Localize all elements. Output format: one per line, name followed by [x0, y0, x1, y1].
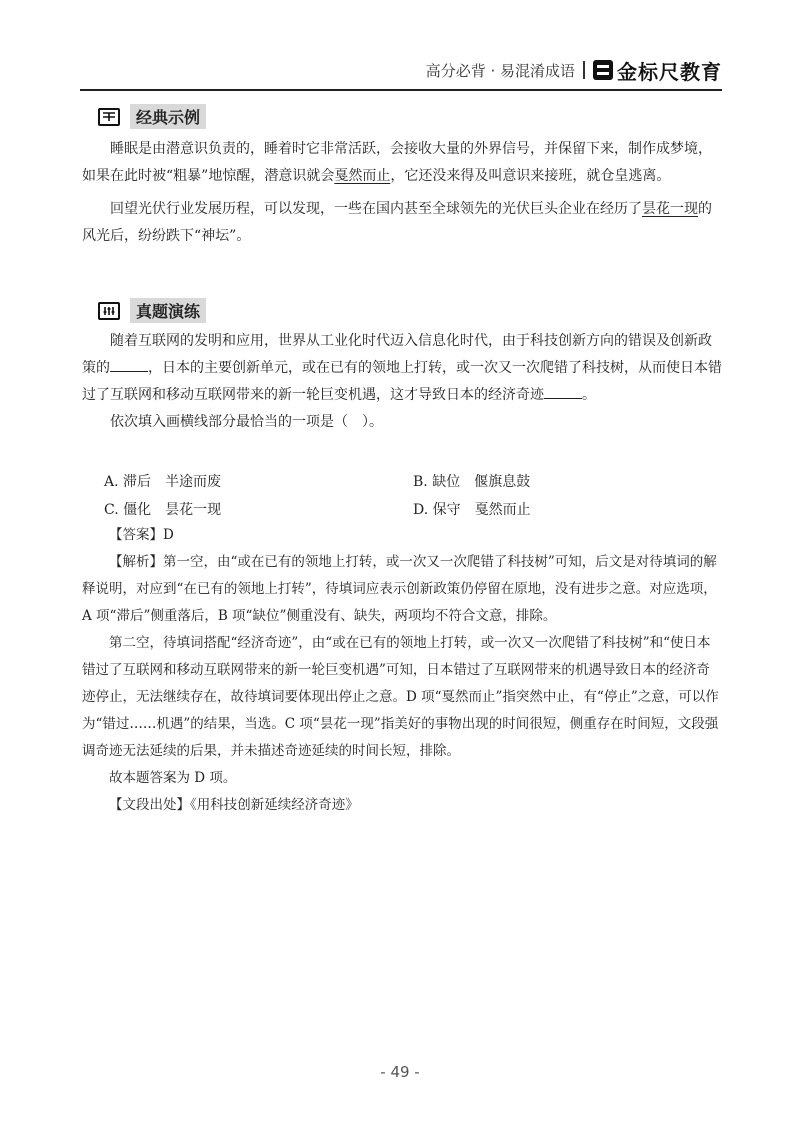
section-classic-examples-title: [98, 104, 206, 129]
section-practice-title: [98, 298, 206, 323]
blank-2: [544, 384, 582, 399]
page-header: [426, 56, 722, 84]
question-prompt: 依次填入画横线部分最恰当的一项是（ ）。: [110, 414, 383, 430]
brand-logo-icon: [593, 60, 613, 80]
example-paragraph-1: 睡眠是由潜意识负责的，睡着时它非常活跃，会接收大量的外界信号，并保留下来，制作成梦境，如果在此时被“粗暴”地惊醒，潜意识就会戛然而止，它还没来得及叫意识来接班，就仓皇逃离。: [82, 141, 712, 184]
options: [104, 468, 722, 524]
page-number: - 49 -: [380, 1063, 420, 1081]
classic-examples-text: [82, 136, 722, 250]
answer-analysis: [82, 522, 722, 819]
option-d: D. 保守 戛然而止: [413, 502, 531, 518]
question-text: [82, 328, 722, 436]
brand: [593, 56, 722, 85]
idiom-underlined: 昙花一现: [642, 201, 698, 217]
equalizer-icon: [98, 302, 120, 320]
brand-name: 金标尺教育: [617, 59, 722, 84]
blank-1: [110, 357, 148, 372]
section-label: 真题演练: [130, 298, 206, 323]
source: 【文段出处】《用科技创新延续经济奇迹》: [109, 797, 359, 813]
answer-line: 【答案】D: [109, 527, 174, 543]
header-subtitle: 高分必背 · 易混淆成语: [425, 61, 575, 80]
analysis-paragraph-1: 【解析】第一空，由“或在已有的领地上打转，或一次又一次爬错了科技树”可知，后文是对待填词的解释说明，对应到“在已有的领地上打转”，待填词应表示创新政策仍停留在原地，没有进步之意。对应选项，A 项“滞后”侧重落后，B 项“缺位”侧重没有、缺失，两项均不符合文意，排除。: [82, 554, 717, 624]
example-paragraph-2: 回望光伏行业发展历程，可以发现，一些在国内甚至全球领先的光伏巨头企业在经历了昙花一现的风光后，纷纷跌下“神坛”。: [82, 201, 712, 244]
header-rule: [80, 89, 722, 91]
question-stem: 随着互联网的发明和应用，世界从工业化时代迈入信息化时代，由于科技创新方向的错误及创新政策的 ，日本的主要创新单元，或在已有的领地上打转，或一次又一次爬错了科技树，从而使日本错过了互联网和移动互联网带来的新一轮巨变机遇，这才导致日本的经济奇迹 。: [82, 333, 722, 403]
book-icon: [98, 108, 120, 126]
option-b: B. 缺位 偃旗息鼓: [413, 474, 531, 490]
header-separator: [583, 61, 585, 79]
section-label: 经典示例: [130, 104, 206, 129]
idiom-underlined: 戛然而止: [334, 168, 391, 184]
analysis-paragraph-2: 第二空，待填词搭配“经济奇迹”，由“或在已有的领地上打转，或一次又一次爬错了科技树”和“使日本错过了互联网和移动互联网带来的新一轮巨变机遇”可知，日本错过了互联网带来的机遇导致日本的经济奇迹停止，无法继续存在，故待填词要体现出停止之意。D 项“戛然而止”指突然中止，有“停止”之意，可以作为“错过……机遇”的结果，当选。C 项“昙花一现”指美好的事物出现的时间很短，侧重存在时间短，文段强调奇迹无法延续的后果，并未描述奇迹延续的时间长短，排除。: [82, 635, 719, 759]
option-c: C. 僵化 昙花一现: [104, 502, 222, 518]
conclusion: 故本题答案为 D 项。: [109, 770, 237, 786]
option-a: A. 滞后 半途而废: [104, 474, 222, 490]
